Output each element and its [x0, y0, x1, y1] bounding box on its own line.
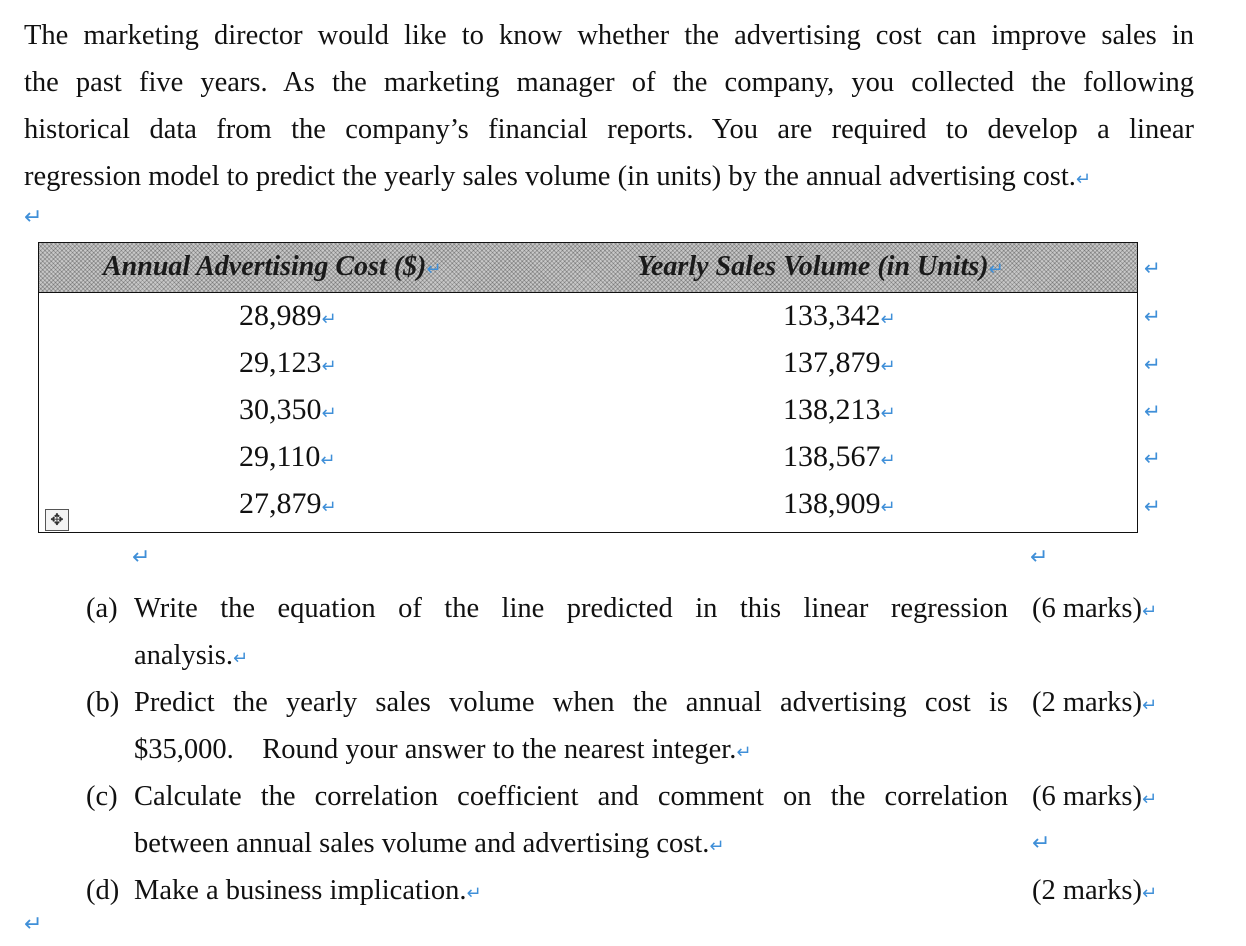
question-label: (b): [86, 687, 120, 718]
paragraph-mark-icon: ↵: [1142, 883, 1158, 904]
cell-sales-volume: 138,567↵: [783, 440, 896, 473]
row-end-mark-icon: ↵: [1144, 256, 1161, 280]
table-row: [39, 299, 1137, 346]
intro-line-2: the past five years. As the marketing manager of the company, you collected the following: [24, 67, 1194, 98]
row-end-mark-icon: ↵: [1144, 352, 1161, 376]
cell-advertising-cost: 29,110↵: [239, 440, 336, 473]
paragraph-mark-icon: ↵: [321, 356, 337, 377]
question-line: Write the equation of the line predicted in this linear regression: [134, 593, 1008, 624]
row-end-mark-icon: ↵: [1144, 304, 1161, 328]
paragraph-mark-icon: ↵: [880, 403, 896, 424]
question-line: between annual sales volume and advertising cost.↵: [134, 828, 725, 859]
paragraph-mark-icon: ↵: [321, 497, 337, 518]
paragraph-mark-icon: ↵: [880, 497, 896, 518]
paragraph-mark-icon: ↵: [321, 403, 337, 424]
question-label: (a): [86, 593, 118, 624]
table-row: [39, 346, 1137, 393]
question-line: Predict the yearly sales volume when the annual advertising cost is: [134, 687, 1008, 718]
question-line: Calculate the correlation coefficient and comment on the correlation: [134, 781, 1008, 812]
question-line: analysis.↵: [134, 640, 249, 671]
header-advertising-cost: Annual Advertising Cost ($)↵: [103, 251, 442, 282]
table-row: [39, 440, 1137, 487]
cell-advertising-cost: 28,989↵: [239, 299, 337, 332]
question-marks: (2 marks)↵: [1032, 687, 1158, 718]
cell-sales-volume: 133,342↵: [783, 299, 896, 332]
question-marks: (6 marks)↵: [1032, 781, 1158, 812]
paragraph-mark-icon: ↵: [1030, 545, 1049, 570]
question-label: (c): [86, 781, 118, 812]
intro-line-4: regression model to predict the yearly sales volume (in units) by the annual advertising cost.↵: [24, 161, 1091, 192]
paragraph-mark-icon: ↵: [321, 309, 337, 330]
data-table: [38, 242, 1138, 533]
intro-line-3: historical data from the company’s financial reports. You are required to develop a linear: [24, 114, 1194, 145]
question-line: $35,000. Round your answer to the nearest integer.↵: [134, 734, 752, 765]
question-label: (d): [86, 875, 120, 906]
intro-line-1: The marketing director would like to know whether the advertising cost can improve sales in: [24, 20, 1194, 51]
paragraph-mark-icon: ↵: [426, 259, 442, 280]
paragraph-mark-icon: ↵: [1075, 169, 1091, 190]
question-line: Make a business implication.↵: [134, 875, 482, 906]
paragraph-mark-icon: ↵: [709, 836, 725, 857]
row-end-mark-icon: ↵: [1144, 446, 1161, 470]
cell-sales-volume: 138,909↵: [783, 487, 896, 520]
cell-sales-volume: 138,213↵: [783, 393, 896, 426]
cell-advertising-cost: 29,123↵: [239, 346, 337, 379]
paragraph-mark-icon: ↵: [1142, 695, 1158, 716]
paragraph-mark-icon: ↵: [320, 450, 336, 471]
row-end-mark-icon: ↵: [1144, 399, 1161, 423]
question-marks: (2 marks)↵: [1032, 875, 1158, 906]
table-move-handle-icon[interactable]: ✥: [45, 509, 69, 531]
paragraph-mark-icon: ↵: [736, 742, 752, 763]
paragraph-mark-icon: ↵: [1032, 831, 1051, 856]
paragraph-mark-icon: ↵: [880, 450, 896, 471]
question-text: [134, 867, 1008, 917]
question-text: [134, 585, 1008, 682]
table-row: [39, 487, 1137, 534]
paragraph-mark-icon: ↵: [1142, 789, 1158, 810]
paragraph-mark-icon: ↵: [232, 648, 249, 669]
cell-advertising-cost: 27,879↵: [239, 487, 337, 520]
question-text: [134, 773, 1008, 870]
header-sales-volume: Yearly Sales Volume (in Units)↵: [637, 251, 1004, 282]
paragraph-mark-icon: ↵: [466, 883, 482, 904]
table-header: [39, 243, 1137, 293]
question-marks: (6 marks)↵: [1032, 593, 1158, 624]
intro-paragraph: [24, 12, 1194, 203]
paragraph-mark-icon: ↵: [880, 309, 896, 330]
table-row: [39, 393, 1137, 440]
row-end-mark-icon: ↵: [1144, 494, 1161, 518]
paragraph-mark-icon: ↵: [880, 356, 896, 377]
cell-advertising-cost: 30,350↵: [239, 393, 337, 426]
paragraph-mark-icon: ↵: [24, 912, 43, 937]
cell-sales-volume: 137,879↵: [783, 346, 896, 379]
question-text: [134, 679, 1008, 776]
paragraph-mark-icon: ↵: [132, 545, 151, 570]
paragraph-mark-icon: ↵: [1142, 601, 1158, 622]
paragraph-mark-icon: ↵: [988, 259, 1004, 280]
paragraph-mark-icon: ↵: [24, 205, 43, 230]
